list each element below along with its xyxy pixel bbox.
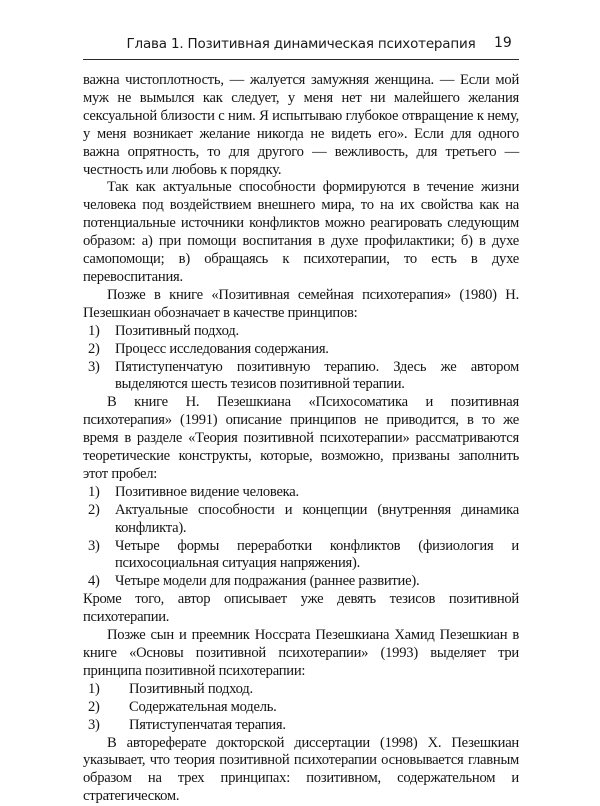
list-text: Актуальные способности и концепции (внутренняя динамика конфликта). — [115, 501, 519, 536]
list-text: Содержательная модель. — [129, 698, 277, 715]
list-number: 2) — [88, 501, 100, 518]
paragraph-5: Кроме того, автор описывает уже девять тезисов позитивной психотерапии. — [83, 591, 519, 626]
list-text: Четыре формы переработки конфликтов (физиология и психосоциальная ситуация напряжения). — [115, 537, 519, 572]
paragraph-6: Позже сын и преемник Носсрата Пезешкиана Хамид Пезешкиан в книге «Основы позитивной психотерапии» (1993) выделяет три принципа позитивной психотерапии: — [83, 627, 519, 679]
list-text: Позитивный подход. — [129, 680, 253, 697]
list-number: 2) — [88, 698, 100, 715]
list-number: 4) — [88, 573, 100, 590]
list-item — [83, 341, 519, 359]
list-number: 3) — [88, 716, 100, 733]
list-item — [83, 323, 519, 341]
principles-list-2 — [83, 484, 519, 591]
page-number: 19 — [494, 35, 512, 51]
list-item — [83, 502, 519, 538]
list-item — [83, 681, 519, 699]
running-header: Глава 1. Позитивная динамическая психотерапия — [126, 36, 476, 52]
list-item — [83, 717, 519, 735]
principles-list-1 — [83, 323, 519, 395]
page-body — [83, 72, 519, 806]
header-rule — [83, 59, 519, 60]
list-text: Пятиступенчатая терапия. — [129, 716, 286, 733]
list-number: 1) — [88, 322, 100, 339]
list-text: Пятиступенчатую позитивную терапию. Здесь же автором выделяются шесть тезисов позитивной терапии. — [115, 358, 519, 393]
principles-list-3 — [83, 681, 519, 735]
paragraph-4: В книге Н. Пезешкиана «Психосоматика и позитивная психотерапия» (1991) описание принципов не приводится, в то же время в разделе «Теория позитивной психотерапии» рассматриваются теоретические конструкты, которые, возможно, призваны заполнить этот пробел: — [83, 394, 519, 482]
list-text: Четыре модели для подражания (раннее развитие). — [115, 573, 420, 590]
list-number: 3) — [88, 537, 100, 554]
paragraph-1: важна чистоплотность, — жалуется замужняя женщина. — Если мой муж не вымылся как следует, у меня нет ни малейшего желания сексуальной близости с ним. Я испытываю глубокое отвращение к нему, у меня возникает желание никогда не видеть его». Если для одного важна опрятность, то для другого — вежливость, для третьего — честность или любовь к порядку. — [83, 72, 519, 178]
list-item — [83, 538, 519, 574]
list-item — [83, 699, 519, 717]
list-number: 1) — [88, 680, 100, 697]
paragraph-3: Позже в книге «Позитивная семейная психотерапия» (1980) Н. Пезешкиан обозначает в качестве принципов: — [83, 286, 519, 321]
list-text: Позитивное видение человека. — [115, 483, 299, 500]
list-number: 1) — [88, 483, 100, 500]
list-text: Процесс исследования содержания. — [115, 340, 329, 357]
paragraph-7: В автореферате докторской диссертации (1998) Х. Пезешкиан указывает, что теория позитивной психотерапии основывается главным образом на трех принципах: позитивном, содержательном и стратегическом. — [83, 734, 519, 805]
list-item — [83, 359, 519, 395]
list-number: 3) — [88, 358, 100, 375]
list-text: Позитивный подход. — [115, 322, 239, 339]
list-item — [83, 573, 519, 591]
paragraph-2: Так как актуальные способности формируются в течение жизни человека под воздействием внешнего мира, то на их свойства как на потенциальные источники конфликтов можно реагировать следующим образом: а) при помощи воспитания в духе профилактики; б) в духе самопомощи; в) обращаясь к психотерапии, то есть в духе перевоспитания. — [83, 179, 519, 285]
list-number: 2) — [88, 340, 100, 357]
list-item — [83, 484, 519, 502]
